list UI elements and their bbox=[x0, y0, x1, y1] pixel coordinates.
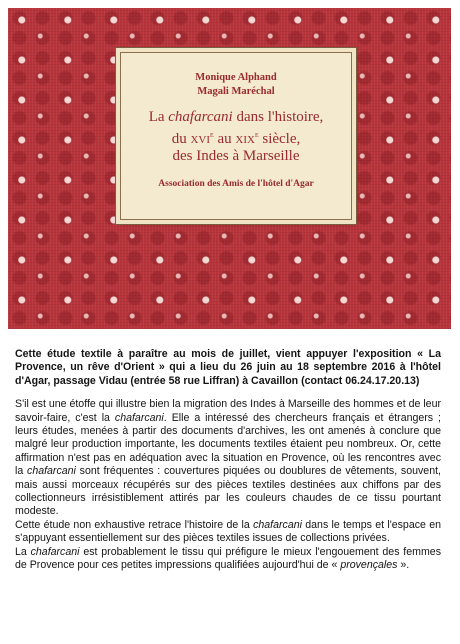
paragraph-1: S'il est une étoffe qui illustre bien la migration des Indes à Marseille des hommes et de leur savoir-faire, c'est la chafarcani. Elle a intéressé des chercheurs français et étrangers ; leurs études, menées à partir des documents d'archives, les ont amenés à conclure que malgré leur production importante, les documents textiles étaient peu nombreux. Or, cette affirmation n'est pas en adéquation avec la situation en Provence, où les rencontres avec la chafarcani sont fréquentes : couvertures piquées ou doublures de vêtements, souvent, mais aussi morceaux récupérés sur des pièces textiles destinées aux chiffons par des collectionneurs irrésistiblement attirés par les couleurs chaudes de ce tissu pourtant modeste. bbox=[15, 398, 441, 518]
cover-association: Association des Amis de l'hôtel d'Agar bbox=[158, 179, 314, 189]
paragraph-2: Cette étude non exhaustive retrace l'histoire de la chafarcani dans le temps et l'espace en s'appuyant essentiellement sur des pièces textiles issues de collections privées. bbox=[15, 518, 441, 545]
cover-title-line-3: des Indes à Marseille bbox=[172, 148, 300, 164]
cover-title-label bbox=[120, 52, 352, 220]
cover-title-line-1: La chafarcani dans l'histoire, bbox=[148, 109, 324, 125]
intro-paragraph: Cette étude textile à paraître au mois de juillet, vient appuyer l'exposition « La Provence, un rêve d'Orient » qui a lieu du 26 juin au 18 septembre 2016 à l'hôtel d'Agar, passage Vidau (entrée 58 rue Liffran) à Cavaillon (contact 06.24.17.20.13) bbox=[15, 348, 441, 387]
author-2: Magali Maréchal bbox=[197, 86, 275, 97]
author-1: Monique Alphand bbox=[195, 72, 277, 83]
cover-title bbox=[121, 109, 351, 165]
cover-title-line-2: du xvi$^e$ au xix$^e$ siècle, bbox=[171, 130, 301, 147]
cover-authors bbox=[121, 71, 351, 99]
article-body bbox=[15, 348, 441, 573]
paragraph-3: La chafarcani est probablement le tissu qui préfigure le mieux l'engouement des femmes de Provence pour ces petites impressions qualifiées aujourd'hui de « provençales ». bbox=[15, 545, 441, 572]
book-cover-image bbox=[8, 8, 451, 329]
